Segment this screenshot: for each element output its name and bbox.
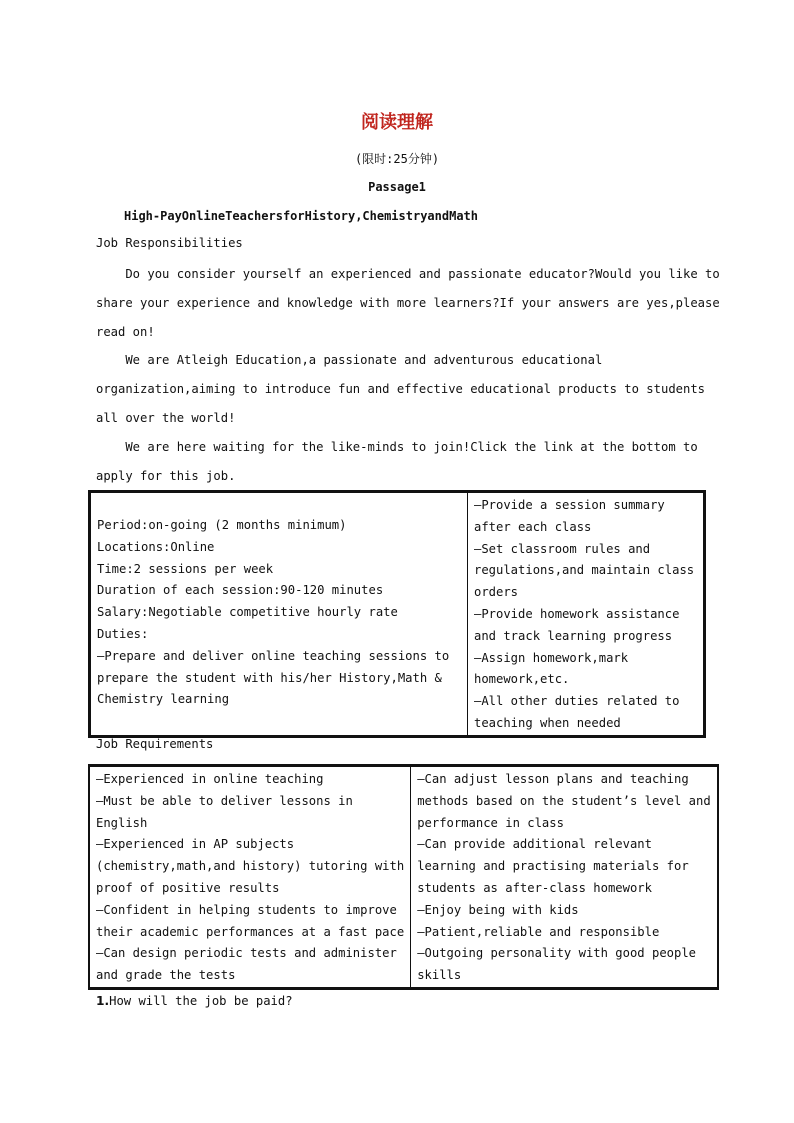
paragraph-3 (96, 433, 700, 491)
detail-line: —Prepare and deliver online teaching sessions to (97, 648, 450, 663)
job-requirements-label: Job Requirements (96, 737, 214, 751)
question-1 (96, 994, 293, 1008)
detail-line: Chemistry learning (97, 692, 230, 707)
requirement-line: —Can adjust lesson plans and teaching (417, 772, 689, 786)
requirement-line: performance in class (417, 815, 564, 830)
passage-heading: High-PayOnlineTeachersforHistory,ChemistryandMath (124, 209, 479, 223)
detail-line: Salary:Negotiable competitive hourly rate (97, 605, 398, 620)
requirement-line: and grade the tests (96, 968, 236, 983)
job-responsibilities-label: Job Responsibilities (96, 236, 243, 250)
paragraph-line: apply for this job. (96, 468, 236, 483)
detail-line: prepare the student with his/her History,Math & (97, 670, 442, 685)
job-requirements-table (88, 764, 719, 990)
detail-line: regulations,and maintain class (474, 563, 695, 578)
job-details-left-cell (90, 492, 468, 737)
requirement-line: —Experienced in online teaching (96, 772, 324, 786)
job-details-table (88, 490, 706, 738)
requirement-line: —Can provide additional relevant (417, 837, 652, 852)
requirement-line: (chemistry,math,and history) tutoring with (96, 859, 405, 874)
detail-line: —Provide a session summary (474, 498, 665, 512)
requirement-line: —Experienced in AP subjects (96, 837, 295, 852)
requirement-line: proof of positive results (96, 880, 280, 895)
detail-line: —Assign homework,mark (474, 650, 629, 665)
detail-line: and track learning progress (474, 628, 673, 643)
page-title: 阅读理解 (361, 112, 433, 133)
detail-line: Time:2 sessions per week (97, 561, 274, 576)
question-number: 1. (96, 994, 110, 1008)
requirement-line: English (96, 815, 148, 830)
detail-line: Duration of each session:90-120 minutes (97, 583, 384, 598)
requirement-line: learning and practising materials for (417, 859, 689, 874)
paragraph-line: read on! (96, 324, 155, 339)
requirement-line: methods based on the student’s level and (417, 793, 711, 808)
paragraph-line: We are here waiting for the like-minds to join!Click the link at the bottom to (96, 440, 698, 454)
paragraph-line: all over the world! (96, 410, 236, 425)
detail-line: Locations:Online (97, 539, 215, 554)
requirement-line: —Patient,reliable and responsible (417, 924, 660, 939)
requirement-line: students as after-class homework (417, 880, 652, 895)
requirement-line: skills (417, 968, 462, 983)
paragraph-2 (96, 346, 706, 432)
detail-line: —Set classroom rules and (474, 541, 651, 556)
detail-line: Duties: (97, 626, 149, 641)
detail-line: homework,etc. (474, 672, 570, 687)
requirement-line: —Enjoy being with kids (417, 902, 579, 917)
passage-label: Passage1 (368, 180, 426, 194)
paragraph-1 (96, 260, 720, 346)
requirement-line: —Confident in helping students to improve (96, 902, 397, 917)
detail-line: —Provide homework assistance (474, 606, 680, 621)
detail-line: Period:on-going (2 months minimum) (97, 518, 347, 532)
requirements-right-cell (411, 766, 718, 989)
paragraph-line: organization,aiming to introduce fun and effective educational products to students (96, 381, 706, 396)
requirement-line: —Outgoing personality with good people (417, 946, 697, 961)
requirements-left-cell (89, 766, 411, 989)
paragraph-line: share your experience and knowledge with more learners?If your answers are yes,please (96, 295, 720, 310)
question-text: How will the job be paid? (109, 994, 293, 1008)
requirement-line: —Can design periodic tests and administer (96, 946, 397, 961)
requirement-line: their academic performances at a fast pace (96, 924, 405, 939)
time-limit: (限时:25分钟) (354, 152, 440, 166)
detail-line: teaching when needed (474, 715, 621, 730)
detail-line: after each class (474, 519, 592, 534)
requirement-line: —Must be able to deliver lessons in (96, 793, 353, 808)
paragraph-line: We are Atleigh Education,a passionate and adventurous educational (96, 353, 603, 367)
job-details-right-cell (468, 492, 705, 737)
detail-line: —All other duties related to (474, 694, 680, 709)
detail-line: orders (474, 585, 519, 600)
paragraph-line: Do you consider yourself an experienced and passionate educator?Would you like to (96, 267, 720, 281)
